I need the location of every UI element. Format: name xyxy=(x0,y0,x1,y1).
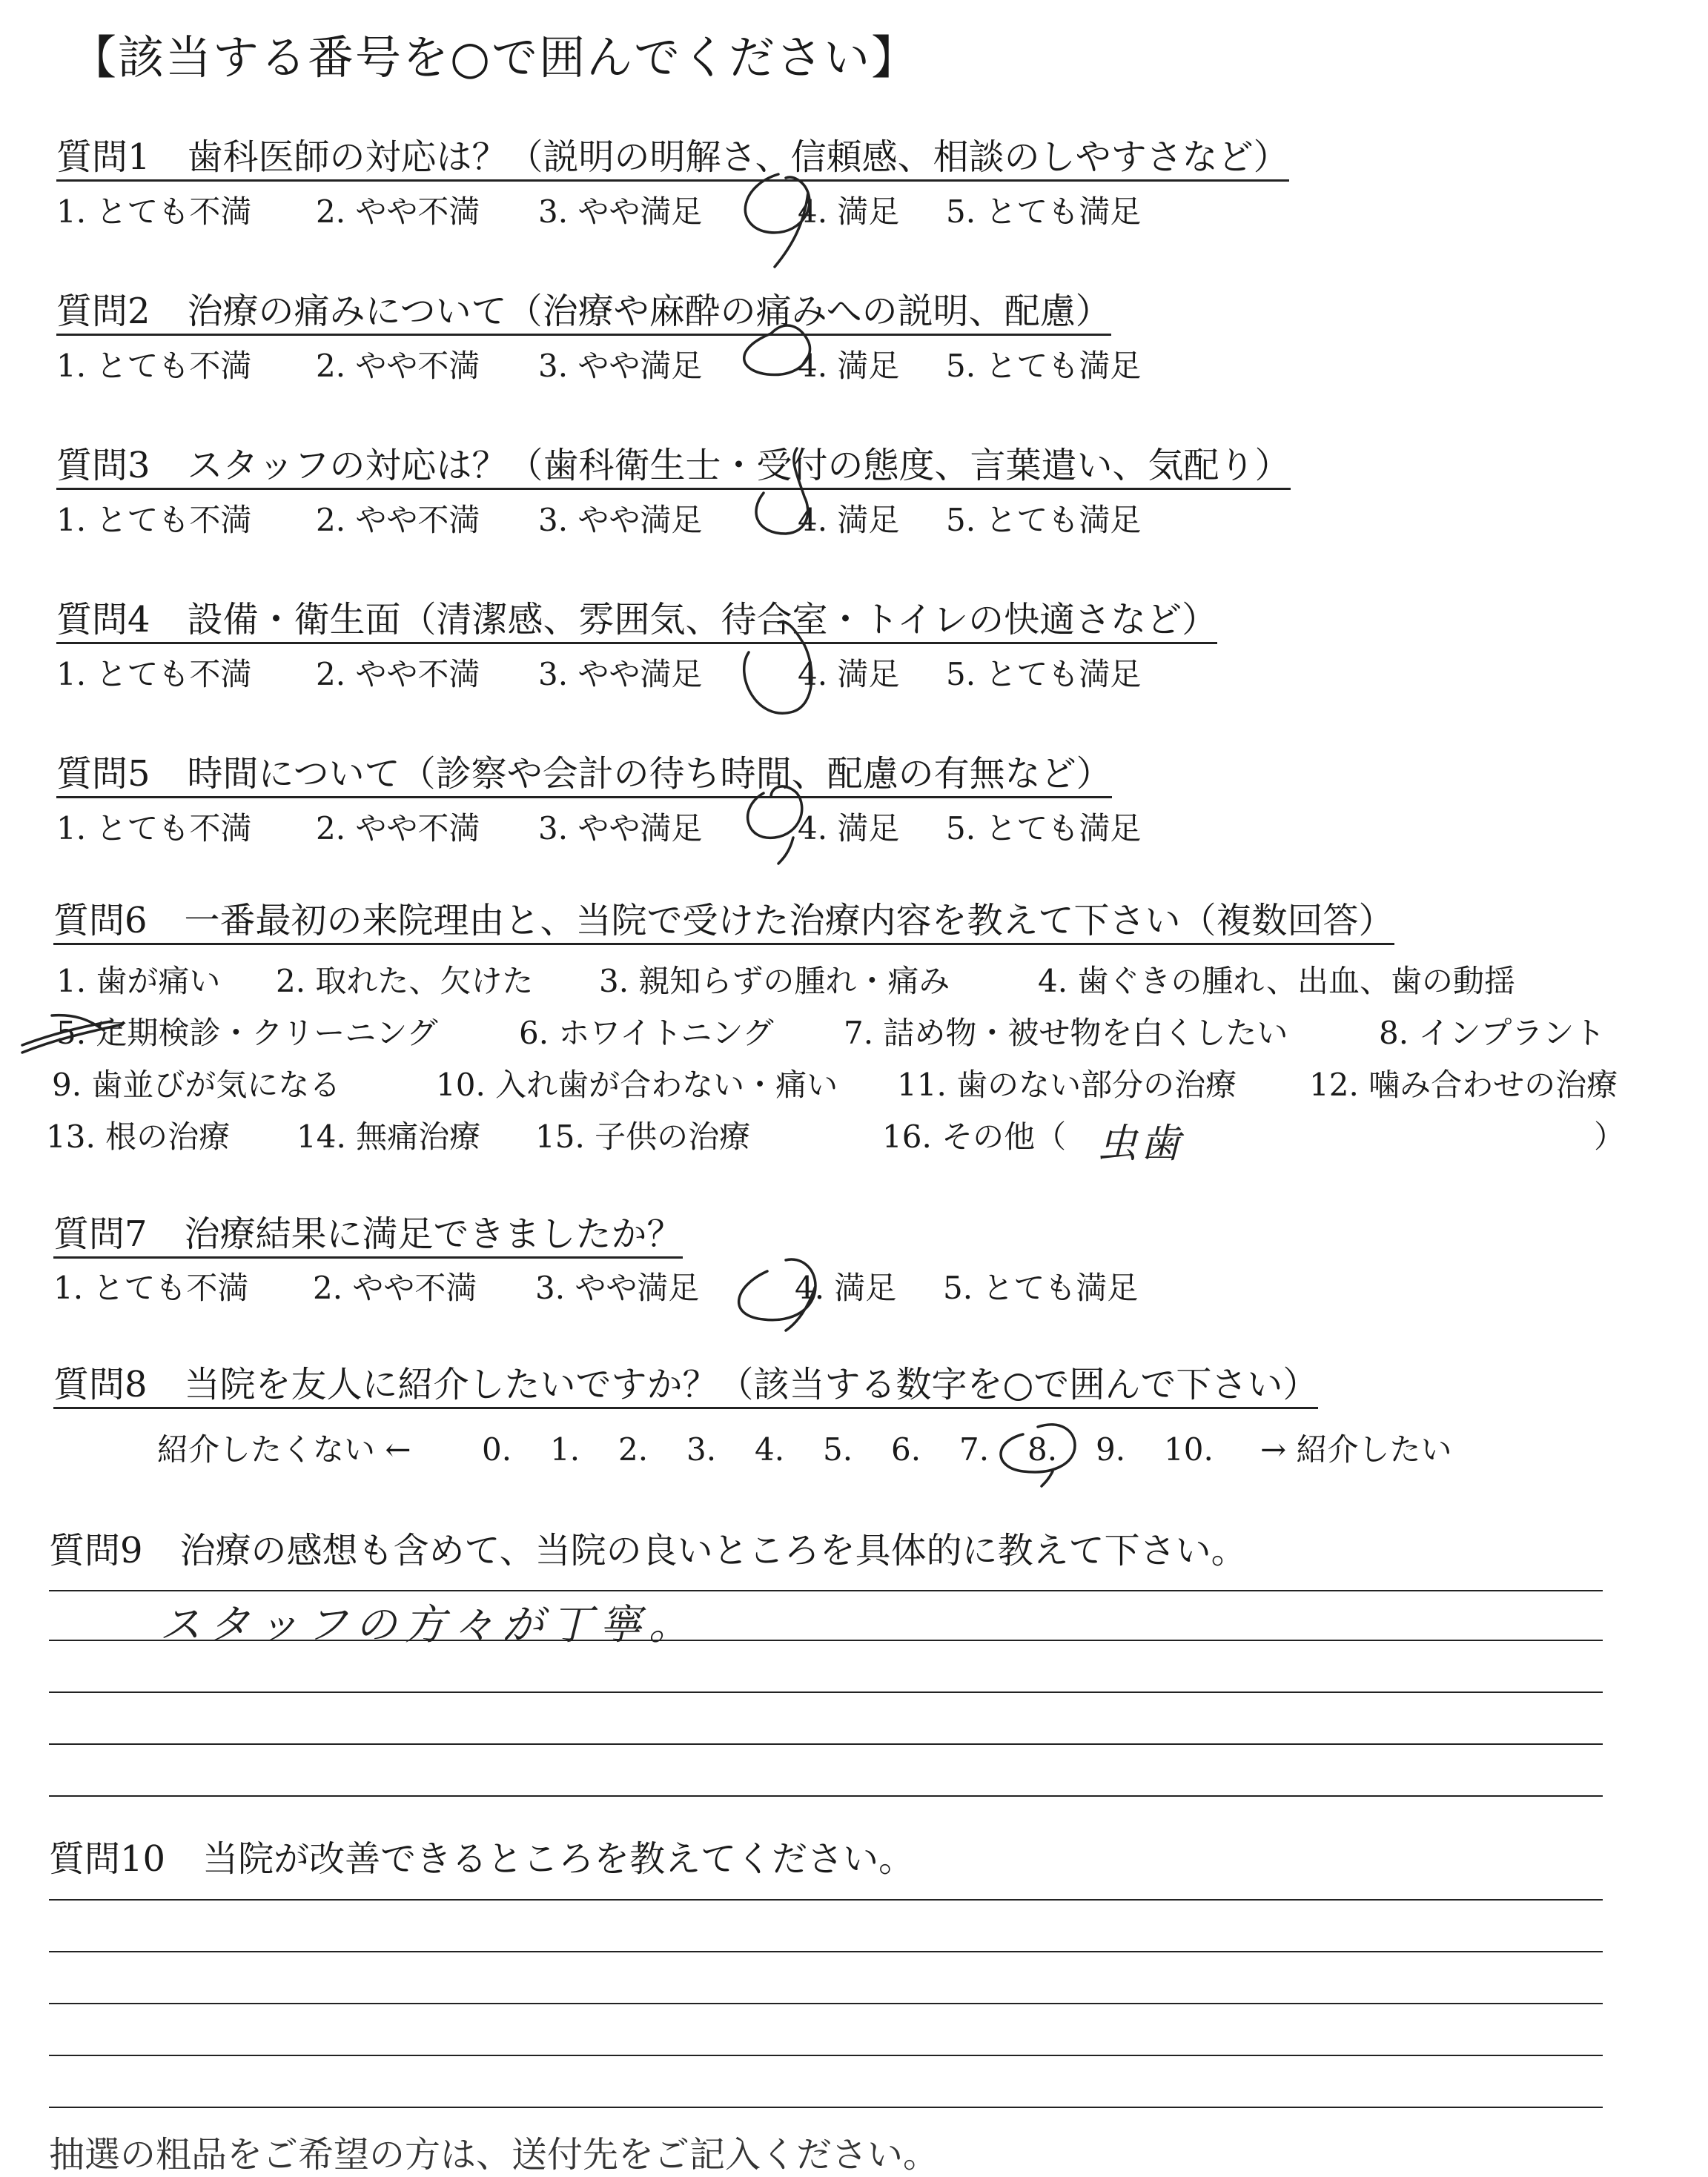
q3-label: 質問3 xyxy=(56,445,150,486)
q7-option-4: 4. 満足 xyxy=(795,1270,897,1306)
q8-scale-4: 4. xyxy=(755,1431,785,1468)
q8-scale-7: 7. xyxy=(959,1431,990,1468)
q10-line-4 xyxy=(49,2055,1603,2056)
q6-option-14: 14. 無痛治療 xyxy=(297,1119,481,1155)
footer-note: 抽選の粗品をご希望の方は、送付先をご記入ください。 xyxy=(49,2134,939,2176)
q8-heading xyxy=(53,1362,1318,1407)
q8-scale-left: 紹介したくない ← xyxy=(157,1431,411,1468)
q6-option-2: 2. 取れた、欠けた xyxy=(276,963,534,999)
q9-line-4 xyxy=(49,1743,1603,1745)
q8-scale-5: 5. xyxy=(823,1431,853,1468)
q4-option-4: 4. 満足 xyxy=(798,656,900,692)
q10-text: 当院が改善できるところを教えてください。 xyxy=(202,1838,915,1880)
q3-option-1: 1. とても不満 xyxy=(56,502,252,538)
q7-label: 質問7 xyxy=(53,1213,148,1255)
q1-option-5: 5. とても満足 xyxy=(946,193,1142,230)
q1-option-3: 3. やや満足 xyxy=(538,193,703,230)
q2-underline xyxy=(56,291,1111,336)
q9-line-3 xyxy=(49,1691,1603,1693)
q8-scale-9: 9. xyxy=(1096,1431,1126,1468)
q3-heading xyxy=(56,443,1291,488)
q6-option-16: 16. その他（ xyxy=(882,1119,1067,1155)
q7-option-3: 3. やや満足 xyxy=(535,1270,700,1306)
q8-scale-10: 10. xyxy=(1164,1431,1214,1468)
form-title: 【該当する番号を○で囲んでください】 xyxy=(70,30,919,85)
q1-heading xyxy=(56,135,1289,179)
q6-option-10: 10. 入れ歯が合わない・痛い xyxy=(436,1067,838,1103)
q8-scale-6: 6. xyxy=(891,1431,921,1468)
q5-label: 質問5 xyxy=(56,753,150,795)
q9-text: 治療の感想も含めて、当院の良いところを具体的に教えて下さい。 xyxy=(179,1530,1247,1571)
q8-scale-3: 3. xyxy=(686,1431,717,1468)
q10-line-5 xyxy=(49,2107,1603,2108)
q6-text: 一番最初の来院理由と、当院で受けた治療内容を教えて下さい（複数回答） xyxy=(184,900,1394,941)
q7-option-2: 2. やや不満 xyxy=(313,1270,477,1306)
q10-line-3 xyxy=(49,2003,1603,2004)
q8-scale-8: 8. xyxy=(1027,1431,1058,1468)
q4-underline xyxy=(56,599,1217,644)
q1-option-1: 1. とても不満 xyxy=(56,193,252,230)
q3-option-5: 5. とても満足 xyxy=(946,502,1142,538)
q7-text: 治療結果に満足できましたか？ xyxy=(184,1213,683,1255)
q8-label: 質問8 xyxy=(53,1364,148,1405)
q5-underline xyxy=(56,753,1112,798)
q1-underline xyxy=(56,136,1289,182)
q6-option-1: 1. 歯が痛い xyxy=(56,963,221,999)
q5-option-2: 2. やや不満 xyxy=(316,810,480,846)
q6-option-7: 7. 詰め物・被せ物を白くしたい xyxy=(844,1015,1288,1051)
q7-option-5: 5. とても満足 xyxy=(943,1270,1139,1306)
q6-option-6: 6. ホワイトニング xyxy=(519,1015,774,1051)
q5-option-3: 3. やや満足 xyxy=(538,810,703,846)
q6-heading xyxy=(53,898,1394,943)
q4-option-1: 1. とても不満 xyxy=(56,656,252,692)
q4-option-2: 2. やや不満 xyxy=(316,656,480,692)
q10-heading xyxy=(49,1837,914,1881)
q5-option-4: 4. 満足 xyxy=(798,810,900,846)
q2-option-4: 4. 満足 xyxy=(798,348,900,384)
q5-option-5: 5. とても満足 xyxy=(946,810,1142,846)
q8-scale-1: 1. xyxy=(550,1431,580,1468)
q9-line-5 xyxy=(49,1795,1603,1797)
q6-option-15: 15. 子供の治療 xyxy=(535,1119,751,1155)
q10-label: 質問10 xyxy=(49,1838,166,1880)
q3-underline xyxy=(56,445,1291,490)
q9-label: 質問9 xyxy=(49,1530,143,1571)
q8-scale-2: 2. xyxy=(618,1431,649,1468)
q9-answer: スタッフの方々が丁寧。 xyxy=(159,1601,698,1649)
q2-heading xyxy=(56,289,1111,334)
q3-option-4: 4. 満足 xyxy=(798,502,900,538)
q7-heading xyxy=(53,1212,683,1256)
q2-option-3: 3. やや満足 xyxy=(538,348,703,384)
q4-option-5: 5. とても満足 xyxy=(946,656,1142,692)
q1-option-2: 2. やや不満 xyxy=(316,193,480,230)
q6-other-close: ） xyxy=(1594,1119,1626,1155)
q9-heading xyxy=(49,1528,1247,1573)
q6-option-5: 5. 定期検診・クリーニング xyxy=(56,1015,438,1051)
q2-option-1: 1. とても不満 xyxy=(56,348,252,384)
q10-line-1 xyxy=(49,1899,1603,1901)
q4-text: 設備・衛生面（清潔感、雰囲気、待合室・トイレの快適さなど） xyxy=(187,599,1218,640)
q4-label: 質問4 xyxy=(56,599,150,640)
q3-option-3: 3. やや満足 xyxy=(538,502,703,538)
q2-option-2: 2. やや不満 xyxy=(316,348,480,384)
q4-option-3: 3. やや満足 xyxy=(538,656,703,692)
q6-option-13: 13. 根の治療 xyxy=(46,1119,231,1155)
q5-option-1: 1. とても不満 xyxy=(56,810,252,846)
q1-label: 質問1 xyxy=(56,136,150,178)
q6-option-11: 11. 歯のない部分の治療 xyxy=(897,1067,1237,1103)
q6-option-4: 4. 歯ぐきの腫れ、出血、歯の動揺 xyxy=(1038,963,1515,999)
q5-heading xyxy=(56,752,1112,796)
q10-line-2 xyxy=(49,1951,1603,1952)
q7-option-1: 1. とても不満 xyxy=(53,1270,249,1306)
q6-other-answer: 虫歯 xyxy=(1097,1120,1183,1167)
q6-option-8: 8. インプラント xyxy=(1379,1015,1606,1051)
q3-text: スタッフの対応は？（歯科衛生士・受付の態度、言葉遣い、気配り） xyxy=(187,445,1291,486)
q2-option-5: 5. とても満足 xyxy=(946,348,1142,384)
q6-option-3: 3. 親知らずの腫れ・痛み xyxy=(599,963,950,999)
q9-line-1 xyxy=(49,1590,1603,1591)
q1-text: 歯科医師の対応は？（説明の明解さ、信頼感、相談のしやすさなど） xyxy=(187,136,1289,178)
q5-text: 時間について（診察や会計の待ち時間、配慮の有無など） xyxy=(187,753,1112,795)
q6-option-12: 12. 噛み合わせの治療 xyxy=(1309,1067,1618,1103)
q1-option-4: 4. 満足 xyxy=(798,193,900,230)
q8-scale-0: 0. xyxy=(482,1431,512,1468)
q6-option-9: 9. 歯並びが気になる xyxy=(52,1067,341,1103)
q6-label: 質問6 xyxy=(53,900,148,941)
q2-label: 質問2 xyxy=(56,291,150,332)
q2-text: 治療の痛みについて（治療や麻酔の痛みへの説明、配慮） xyxy=(187,291,1111,332)
q8-text: 当院を友人に紹介したいですか？（該当する数字を○で囲んで下さい） xyxy=(184,1364,1319,1405)
q8-scale-right: → 紹介したい xyxy=(1260,1431,1452,1468)
q4-heading xyxy=(56,597,1217,642)
q3-option-2: 2. やや不満 xyxy=(316,502,480,538)
